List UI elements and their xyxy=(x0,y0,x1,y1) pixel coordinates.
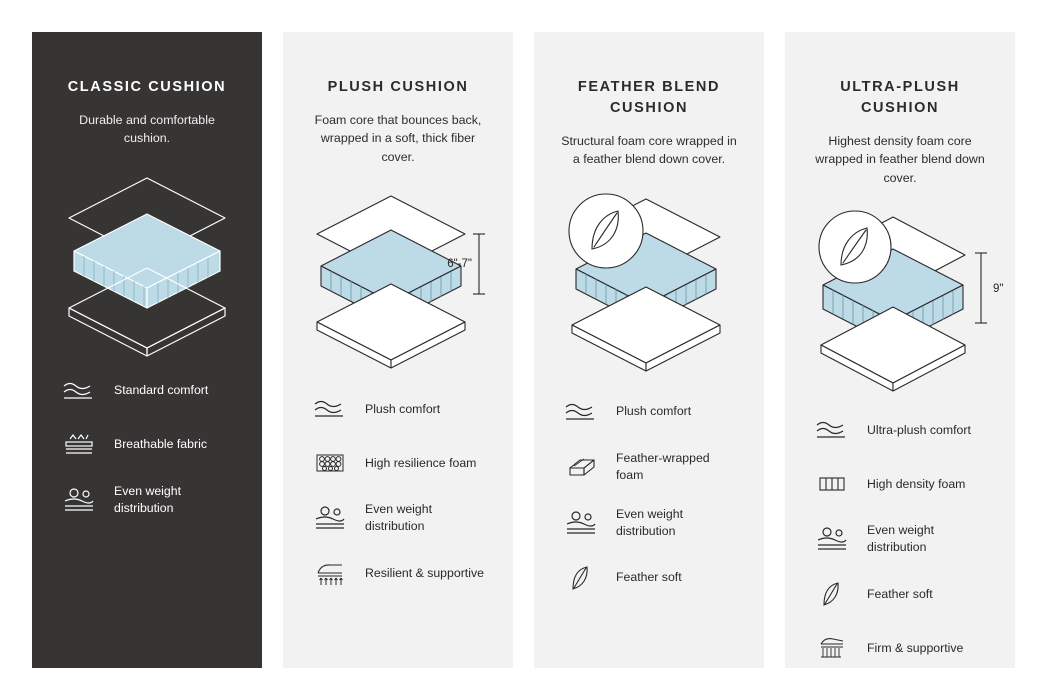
wavy-lines-icon xyxy=(560,396,602,428)
feature-label: High resilience foam xyxy=(365,455,477,470)
feature-item xyxy=(58,483,236,517)
feature-item xyxy=(811,522,989,556)
feather-icon xyxy=(811,578,853,610)
feature-item xyxy=(560,396,738,428)
leaf-badge xyxy=(819,211,891,283)
feature-label: Plush comfort xyxy=(365,401,441,416)
feature-label: Even weight distribution xyxy=(616,506,683,538)
feather-icon xyxy=(560,562,602,594)
firm-supportive-icon xyxy=(811,632,853,664)
feature-label: Standard comfort xyxy=(114,383,209,398)
even-weight-distribution-icon xyxy=(309,502,351,534)
feature-label: Feather soft xyxy=(867,586,933,601)
even-weight-distribution-icon xyxy=(560,507,602,539)
honeycomb-foam-icon xyxy=(309,447,351,479)
dimension-label: 6"-7" xyxy=(447,258,472,271)
card-title: ULTRA-PLUSH CUSHION xyxy=(840,79,960,117)
feather-wrapped-foam-icon xyxy=(560,451,602,483)
cushion-layer-diagram xyxy=(32,156,262,371)
feature-list xyxy=(785,414,1015,686)
even-weight-distribution-icon xyxy=(58,484,100,516)
feature-item xyxy=(58,375,236,407)
card-description: Durable and comfortable cushion. xyxy=(79,113,215,146)
feature-label: Even weight distribution xyxy=(867,523,934,555)
card-title: PLUSH CUSHION xyxy=(327,79,469,95)
feature-item xyxy=(560,450,738,484)
card-description: Highest density foam core wrapped in feather blend down cover. xyxy=(815,134,985,185)
feature-label: Even weight distribution xyxy=(365,502,432,534)
feature-item xyxy=(309,447,487,479)
even-weight-distribution-icon xyxy=(811,523,853,555)
feature-item xyxy=(811,414,989,446)
feature-item xyxy=(811,468,989,500)
high-density-foam-icon xyxy=(811,468,853,500)
wavy-lines-icon xyxy=(811,414,853,446)
layer-diagram-svg xyxy=(534,177,764,392)
cushion-layer-diagram xyxy=(283,174,513,389)
card-title: FEATHER BLEND CUSHION xyxy=(577,79,721,117)
cushion-card-classic[interactable] xyxy=(32,32,262,668)
feature-label: Firm & supportive xyxy=(867,640,964,655)
card-title: CLASSIC CUSHION xyxy=(67,79,227,95)
cushion-card-feather-blend[interactable] xyxy=(534,32,764,668)
feature-label: Resilient & supportive xyxy=(365,565,484,580)
feature-item xyxy=(811,578,989,610)
feature-item xyxy=(309,501,487,535)
layer-diagram-svg xyxy=(283,174,513,389)
feature-label: Breathable fabric xyxy=(114,437,207,452)
feature-item xyxy=(309,557,487,589)
feature-label: Feather soft xyxy=(616,570,682,585)
cushion-card-plush[interactable] xyxy=(283,32,513,668)
breathable-fabric-icon xyxy=(58,429,100,461)
feature-label: Plush comfort xyxy=(616,404,692,419)
card-description: Structural foam core wrapped in a feather blend down cover. xyxy=(561,134,737,167)
feature-list xyxy=(32,375,262,539)
card-description: Foam core that bounces back, wrapped in a soft, thick fiber cover. xyxy=(314,113,482,164)
layer-diagram-svg xyxy=(785,195,1015,410)
feature-item xyxy=(560,562,738,594)
feature-list xyxy=(283,393,513,611)
feature-item xyxy=(309,393,487,425)
wavy-lines-icon xyxy=(309,393,351,425)
leaf-badge xyxy=(569,194,643,268)
cushion-layer-diagram xyxy=(534,177,764,392)
feature-label: High density foam xyxy=(867,476,966,491)
dimension-label: 9" xyxy=(993,283,1004,296)
feature-label: Ultra-plush comfort xyxy=(867,422,971,437)
cushion-layer-diagram xyxy=(785,195,1015,410)
resilient-support-icon xyxy=(309,557,351,589)
wavy-lines-icon xyxy=(58,375,100,407)
feature-list xyxy=(534,396,764,616)
feature-item xyxy=(58,429,236,461)
feature-label: Even weight distribution xyxy=(114,483,181,515)
feature-label: Feather-wrapped foam xyxy=(616,450,710,482)
feature-item xyxy=(811,632,989,664)
layer-diagram-svg xyxy=(32,156,262,371)
cushion-card-ultra-plush[interactable] xyxy=(785,32,1015,668)
feature-item xyxy=(560,506,738,540)
